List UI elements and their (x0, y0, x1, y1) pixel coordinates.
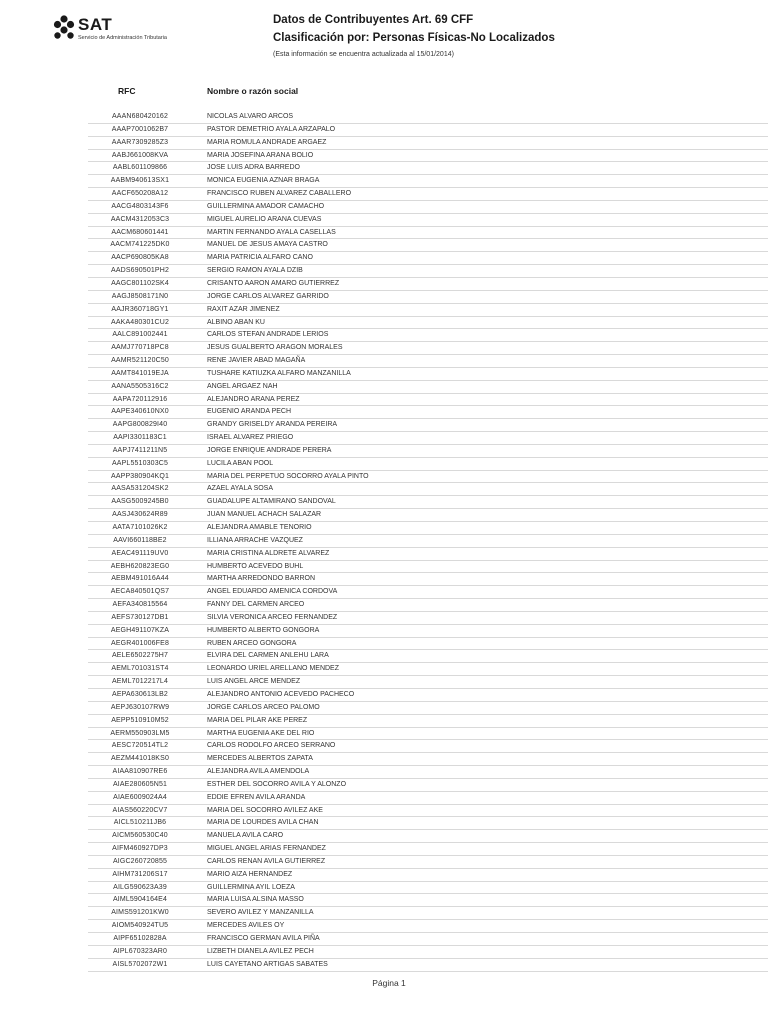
table-row (88, 933, 768, 946)
name-cell: ISRAEL ALVAREZ PRIEGO (207, 434, 294, 442)
rfc-cell: AAPJ7411211N5 (112, 446, 168, 454)
table-row (88, 728, 768, 741)
table-row (88, 265, 768, 278)
rfc-cell: AAPG800829I40 (112, 421, 168, 429)
rfc-cell: AABL601109866 (112, 164, 168, 172)
name-cell: SERGIO RAMON AYALA DZIB (207, 267, 303, 275)
rfc-cell: AAAR7309285Z3 (111, 138, 169, 146)
name-cell: MARTHA ARREDONDO BARRON (207, 575, 315, 583)
rfc-cell: AACP690805KA8 (111, 254, 169, 262)
rfc-cell: AAGC801102SK4 (111, 279, 169, 287)
rfc-cell: AAAP7001062B7 (111, 125, 169, 133)
table-row (88, 162, 768, 175)
rfc-cell: AAPA720112916 (112, 395, 168, 403)
name-cell: GRANDY GRISELDY ARANDA PEREIRA (207, 421, 338, 429)
rfc-cell: AEZM441018KS0 (111, 755, 169, 763)
table-row (88, 509, 768, 522)
name-cell: CARLOS RODOLFO ARCEO SERRANO (207, 742, 336, 750)
name-cell: MARIA JOSEFINA ARANA BOLIO (207, 151, 314, 159)
table-row (88, 830, 768, 843)
brand-name: SAT (78, 15, 113, 34)
rfc-cell: AIHM731206S17 (112, 870, 168, 878)
rfc-cell: AIFM460927DP3 (112, 845, 168, 853)
name-cell: MARTIN FERNANDO AYALA CASELLAS (207, 228, 336, 236)
name-cell: MANUELA AVILA CARO (207, 832, 284, 840)
table-row (88, 843, 768, 856)
rfc-cell: AABM940613SX1 (110, 177, 170, 185)
rfc-cell: AASG5009245B0 (111, 498, 169, 506)
rfc-cell: AACM680601441 (111, 228, 169, 236)
table-row (88, 817, 768, 830)
rfc-cell: AECA840501QS7 (110, 588, 170, 596)
rfc-cell: AASJ430624R89 (112, 511, 168, 519)
name-cell: RENE JAVIER ABAD MAGAÑA (207, 357, 306, 365)
rfc-cell: AIPL670323AR0 (112, 947, 168, 955)
name-cell: CARLOS STEFAN ANDRADE LERIOS (207, 331, 329, 339)
name-cell: FRANCISCO GERMAN AVILA PIÑA (207, 935, 320, 942)
name-cell: ALEJANDRO ARANA PEREZ (207, 395, 300, 403)
name-cell: ANGEL EDUARDO AMENICA CORDOVA (207, 588, 338, 596)
name-cell: ALBINO ABAN KU (207, 318, 265, 326)
name-cell: ALEJANDRA AMABLE TENORIO (207, 524, 312, 531)
rfc-cell: AAVI660118BE2 (113, 536, 167, 544)
table-row (88, 368, 768, 381)
table-row (88, 227, 768, 240)
table-row (88, 111, 768, 124)
table-row (88, 252, 768, 265)
name-cell: JESUS GUALBERTO ARAGON MORALES (207, 344, 343, 352)
table-row (88, 394, 768, 407)
name-cell: MARIA DEL PILAR AKE PEREZ (207, 716, 308, 724)
rfc-cell: AEPJ630107RW9 (110, 703, 170, 711)
name-cell: JOSE LUIS ADRA BARREDO (207, 164, 300, 172)
table-row (88, 792, 768, 805)
rfc-cell: AABJ661008KVA (111, 151, 169, 159)
name-cell: ILLIANA ARRACHE VAZQUEZ (207, 536, 303, 544)
rfc-cell: AAMJ770718PC8 (111, 344, 169, 352)
name-cell: LEONARDO URIEL ARELLANO MENDEZ (207, 665, 339, 673)
rfc-cell: AADS690501PH2 (111, 267, 169, 275)
table-row (88, 920, 768, 933)
rfc-cell: AIMS591201KW0 (111, 909, 169, 917)
table-row (88, 689, 768, 702)
table-row (88, 612, 768, 625)
name-cell: LUIS CAYETANO ARTIGAS SABATES (207, 960, 328, 968)
table-row (88, 150, 768, 163)
rfc-cell: AAKA480301CU2 (111, 318, 169, 326)
taxpayer-table (88, 111, 768, 972)
rfc-cell: AISL5702072W1 (112, 960, 168, 968)
rfc-cell: AEBM491016A44 (111, 575, 169, 583)
rfc-cell: AACM4312053C3 (110, 215, 170, 223)
table-row (88, 907, 768, 920)
name-cell: MARIA DEL SOCORRO AVILEZ AKE (207, 806, 323, 814)
table-row (88, 291, 768, 304)
rfc-cell: AACG4803143F6 (111, 202, 169, 210)
table-row (88, 496, 768, 509)
rfc-cell: AALC891002441 (112, 331, 168, 339)
table-row (88, 239, 768, 252)
page-subtitle: Clasificación por: Personas Físicas-No Localizados (273, 32, 555, 44)
table-row (88, 458, 768, 471)
name-cell: FRANCISCO RUBEN ALVAREZ CABALLERO (207, 190, 352, 198)
rfc-cell: AAPP380904KQ1 (111, 472, 169, 480)
table-row (88, 175, 768, 188)
table-row (88, 663, 768, 676)
rfc-cell: AICM560530C40 (112, 832, 168, 840)
table-row (88, 856, 768, 869)
rfc-cell: AESC720514TL2 (111, 742, 169, 750)
rfc-cell: AAJR360718GY1 (111, 305, 169, 313)
table-row (88, 779, 768, 792)
rfc-cell: AEPA630613LB2 (112, 690, 168, 698)
name-cell: CARLOS RENAN AVILA GUTIERREZ (207, 857, 326, 865)
name-cell: CRISANTO AARON AMARO GUTIERREZ (207, 279, 340, 287)
table-row (88, 561, 768, 574)
name-cell: MERCEDES ALBERTOS ZAPATA (207, 755, 313, 763)
table-row (88, 188, 768, 201)
table-row (88, 894, 768, 907)
table-row (88, 650, 768, 663)
name-cell: GUADALUPE ALTAMIRANO SANDOVAL (207, 498, 336, 506)
column-header-name: Nombre o razón social (207, 86, 299, 96)
name-cell: NICOLAS ALVARO ARCOS (207, 113, 294, 120)
table-row (88, 471, 768, 484)
sat-logo-icon (52, 14, 76, 40)
brand-subtitle: Servicio de Administración Tributaria (78, 35, 167, 41)
table-row (88, 124, 768, 137)
name-cell: TUSHARE KATIUZKA ALFARO MANZANILLA (207, 369, 351, 377)
rfc-cell: AAMR521120C50 (111, 357, 169, 365)
rfc-cell: AAAN680420162 (111, 113, 169, 120)
rfc-cell: AIOM540924TU5 (111, 922, 169, 930)
table-row (88, 278, 768, 291)
name-cell: LIZBETH DIANELA AVILEZ PECH (207, 947, 314, 955)
rfc-cell: AIAE6009024A4 (113, 793, 167, 801)
rfc-cell: AIML5904164E4 (112, 896, 168, 904)
name-cell: ESTHER DEL SOCORRO AVILA Y ALONZO (207, 780, 347, 788)
rfc-cell: AATA7101026K2 (112, 524, 168, 531)
rfc-cell: AAPL5510303C5 (111, 459, 169, 467)
name-cell: ELVIRA DEL CARMEN ANLEHU LARA (207, 652, 329, 660)
name-cell: MARIO AIZA HERNANDEZ (207, 870, 293, 878)
table-row (88, 702, 768, 715)
name-cell: MARIA DEL PERPETUO SOCORRO AYALA PINTO (207, 472, 369, 480)
rfc-cell: AEGR401006FE8 (111, 639, 169, 647)
rfc-cell: AELE6502275H7 (111, 652, 169, 660)
table-row (88, 586, 768, 599)
column-header-rfc: RFC (118, 86, 136, 96)
name-cell: RUBEN ARCEO GONGORA (207, 639, 297, 647)
table-row (88, 522, 768, 535)
rfc-cell: AACM741225DK0 (110, 241, 170, 249)
table-row (88, 419, 768, 432)
name-cell: JUAN MANUEL ACHACH SALAZAR (207, 511, 322, 519)
rfc-cell: AEFA340815564 (112, 601, 168, 609)
name-cell: MARIA ROMULA ANDRADE ARGAEZ (207, 138, 327, 146)
rfc-cell: AEML7012217L4 (111, 678, 169, 686)
rfc-cell: AEML701031ST4 (111, 665, 169, 673)
rfc-cell: AEGH491107KZA (110, 626, 170, 634)
rfc-cell: AAMT841019EJA (111, 369, 169, 377)
table-row (88, 317, 768, 330)
name-cell: ANGEL ARGAEZ NAH (207, 382, 278, 390)
rfc-cell: AANA5505316C2 (111, 382, 169, 390)
table-row (88, 137, 768, 150)
name-cell: MARIA PATRICIA ALFARO CANO (207, 254, 313, 262)
table-row (88, 214, 768, 227)
update-note: (Esta información se encuentra actualizada al 15/01/2014) (273, 51, 454, 58)
table-row (88, 599, 768, 612)
table-row (88, 406, 768, 419)
table-row (88, 483, 768, 496)
table-row (88, 805, 768, 818)
name-cell: GUILLERMINA AYIL LOEZA (207, 883, 295, 891)
table-row (88, 740, 768, 753)
rfc-cell: AIAS560220CV7 (112, 806, 168, 814)
name-cell: JORGE CARLOS ALVAREZ GARRIDO (207, 292, 329, 300)
table-row (88, 946, 768, 959)
table-row (88, 445, 768, 458)
name-cell: ALEJANDRO ANTONIO ACEVEDO PACHECO (207, 690, 355, 698)
rfc-cell: AEPP510910M52 (111, 716, 169, 724)
rfc-cell: AERM550903LM5 (110, 729, 170, 737)
table-row (88, 535, 768, 548)
name-cell: JORGE CARLOS ARCEO PALOMO (207, 703, 320, 711)
table-row (88, 381, 768, 394)
table-row (88, 573, 768, 586)
rfc-cell: AEFS730127DB1 (111, 613, 169, 621)
name-cell: AZAEL AYALA SOSA (207, 485, 274, 493)
rfc-cell: AEBH620823EG0 (110, 562, 170, 570)
name-cell: MARIA LUISA ALSINA MASSO (207, 896, 304, 904)
table-row (88, 548, 768, 561)
name-cell: HUMBERTO ACEVEDO BUHL (207, 562, 304, 570)
name-cell: FANNY DEL CARMEN ARCEO (207, 601, 305, 609)
table-row (88, 869, 768, 882)
table-row (88, 882, 768, 895)
name-cell: SILVIA VERONICA ARCEO FERNANDEZ (207, 613, 338, 621)
table-row (88, 355, 768, 368)
rfc-cell: AEAC491119UV0 (111, 549, 169, 557)
name-cell: LUCILA ABAN POOL (207, 459, 274, 467)
rfc-cell: AAPE340610NX0 (111, 408, 169, 416)
table-row (88, 959, 768, 972)
name-cell: MERCEDES AVILES OY (207, 922, 285, 930)
rfc-cell: AILG590623A39 (113, 883, 167, 891)
page-number: Página 1 (372, 978, 406, 988)
table-row (88, 625, 768, 638)
name-cell: MARIA CRISTINA ALDRETE ALVAREZ (207, 549, 330, 557)
name-cell: SEVERO AVILEZ Y MANZANILLA (207, 909, 314, 917)
sat-logo (52, 14, 182, 44)
name-cell: PASTOR DEMETRIO AYALA ARZAPALO (207, 125, 336, 133)
table-row (88, 432, 768, 445)
name-cell: JORGE ENRIQUE ANDRADE PERERA (207, 446, 332, 454)
name-cell: MONICA EUGENIA AZNAR BRAGA (207, 177, 320, 185)
name-cell: MARTHA EUGENIA AKE DEL RIO (207, 729, 315, 737)
rfc-cell: AAGJ8508171N0 (111, 292, 169, 300)
rfc-cell: AIAA810907RE6 (112, 768, 168, 776)
table-row (88, 304, 768, 317)
rfc-cell: AIAE280605N51 (112, 780, 168, 788)
name-cell: EUGENIO ARANDA PECH (207, 408, 292, 416)
name-cell: MANUEL DE JESUS AMAYA CASTRO (207, 241, 328, 249)
table-row (88, 753, 768, 766)
table-row (88, 329, 768, 342)
rfc-cell: AIGC260720855 (112, 857, 168, 865)
table-row (88, 342, 768, 355)
name-cell: MIGUEL AURELIO ARANA CUEVAS (207, 215, 322, 223)
name-cell: EDDIE EFREN AVILA ARANDA (207, 793, 306, 801)
name-cell: MARIA DE LOURDES AVILA CHAN (207, 819, 319, 827)
name-cell: ALEJANDRA AVILA AMENDOLA (207, 768, 310, 776)
table-row (88, 676, 768, 689)
rfc-cell: AACF650208A12 (111, 190, 169, 198)
table-row (88, 766, 768, 779)
rfc-cell: AASA531204SK2 (111, 485, 169, 493)
rfc-cell: AAPI3301183C1 (113, 434, 167, 442)
name-cell: MIGUEL ANGEL ARIAS FERNANDEZ (207, 845, 326, 853)
page-title: Datos de Contribuyentes Art. 69 CFF (273, 14, 474, 26)
name-cell: GUILLERMINA AMADOR CAMACHO (207, 202, 325, 210)
name-cell: LUIS ANGEL ARCE MENDEZ (207, 678, 301, 686)
rfc-cell: AICL510211JB6 (113, 819, 167, 827)
table-row (88, 638, 768, 651)
table-row (88, 201, 768, 214)
table-row (88, 715, 768, 728)
rfc-cell: AIPF65102828A (113, 935, 167, 942)
name-cell: RAXIT AZAR JIMENEZ (207, 305, 280, 313)
name-cell: HUMBERTO ALBERTO GONGORA (207, 626, 320, 634)
